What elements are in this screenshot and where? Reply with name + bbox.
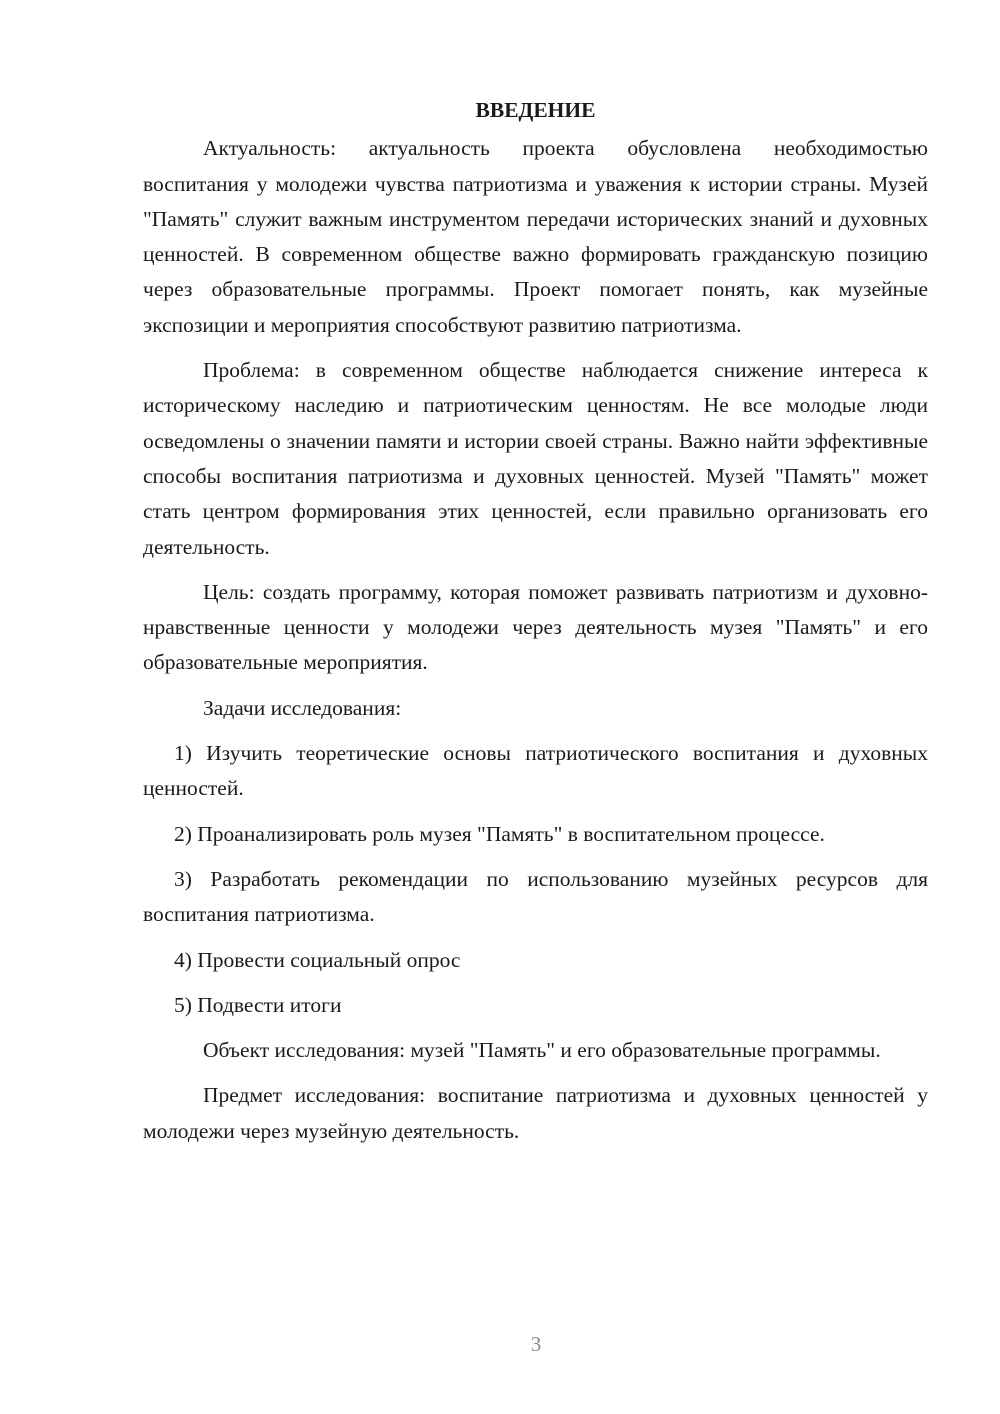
task-item-3: 3) Разработать рекомендации по использованию музейных ресурсов для воспитания патриотизма. — [143, 866, 928, 927]
task-item-4: 4) Провести социальный опрос — [174, 947, 461, 972]
paragraph-object: Объект исследования: музей "Память" и его образовательные программы. — [203, 1038, 881, 1063]
page-number: 3 — [530, 1332, 542, 1356]
paragraph-subject: Предмет исследования: воспитание патриотизма и духовных ценностей у молодежи через музейную деятельность. — [143, 1083, 928, 1143]
paragraph-problem: Проблема: в современном обществе наблюдается снижение интереса к историческому наследию и патриотическим ценностям. Не все молодые люди осведомлены о значении памяти и истории своей страны. Важно найти эффективные способы воспитания патриотизма и духовных ценностей. Музей "Память" может стать центром формирования этих ценностей, если правильно организовать его деятельность. — [143, 358, 928, 559]
task-item-5: 5) Подвести итоги — [174, 992, 342, 1017]
page-content — [143, 93, 928, 1149]
paragraph-relevance: Актуальность: актуальность проекта обусловлена необходимостью воспитания у молодежи чувства патриотизма и уважения к истории страны. Музей "Память" служит важным инструментом передачи исторических знаний и духовных ценностей. В современном обществе важно формировать гражданскую позицию через образовательные программы. Проект помогает понять, как музейные экспозиции и мероприятия способствуют развитию патриотизма. — [143, 136, 928, 337]
section-title: ВВЕДЕНИЕ — [475, 98, 596, 122]
paragraph-goal: Цель: создать программу, которая поможет развивать патриотизм и духовно-нравственные ценности у молодежи через деятельность музея "Память" и его образовательные мероприятия. — [143, 579, 928, 675]
tasks-heading: Задачи исследования: — [203, 695, 402, 720]
task-item-2: 2) Проанализировать роль музея "Память" в воспитательном процессе. — [174, 821, 825, 846]
task-item-1: 1) Изучить теоретические основы патриотического воспитания и духовных ценностей. — [143, 741, 928, 801]
